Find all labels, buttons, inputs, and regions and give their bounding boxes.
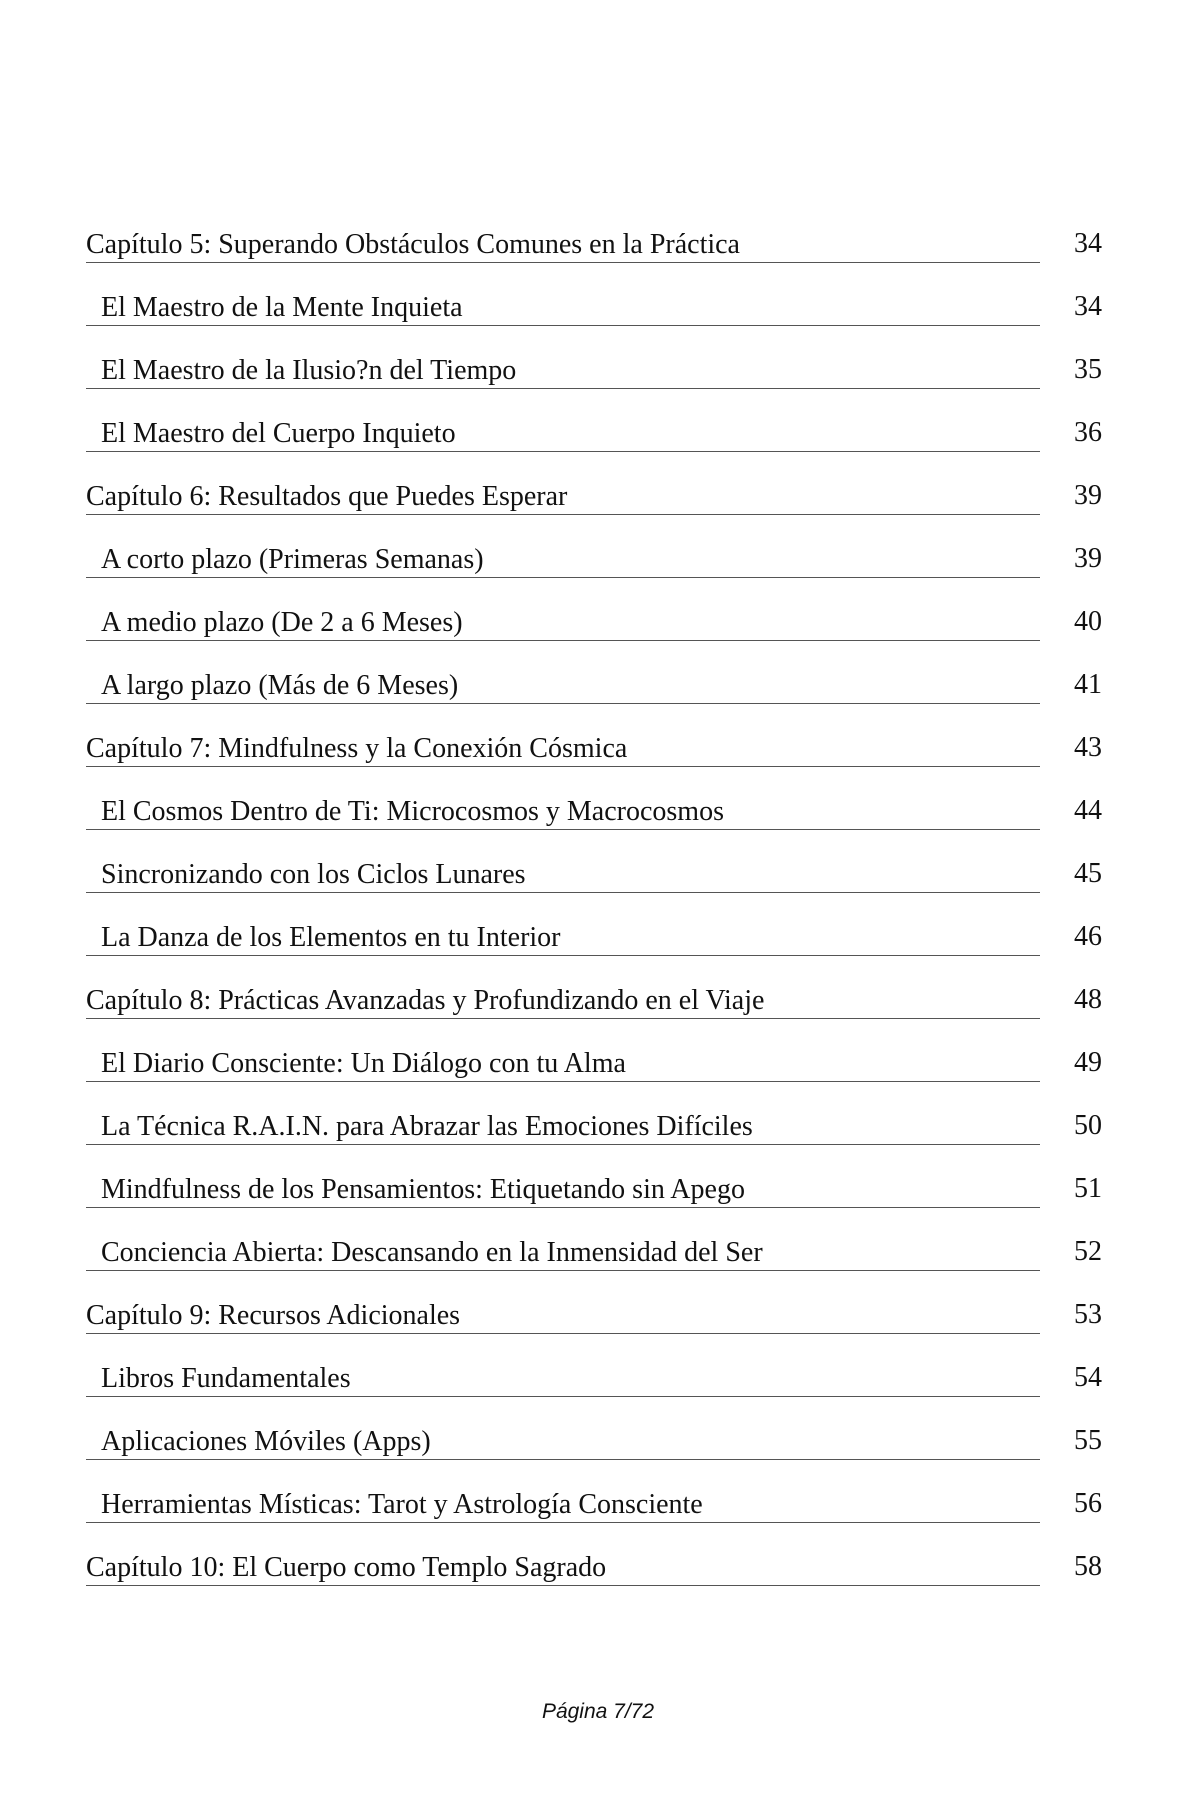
- toc-entry-page-number: 52: [1074, 1236, 1102, 1267]
- toc-entry-page-number: 36: [1074, 417, 1102, 448]
- toc-entry-title: El Maestro de la Mente Inquieta: [86, 291, 1040, 326]
- toc-entry-title: Capítulo 9: Recursos Adicionales: [86, 1299, 1040, 1334]
- toc-entry-title: Capítulo 6: Resultados que Puedes Esperar: [86, 480, 1040, 515]
- toc-chapter-entry[interactable]: [86, 1523, 1102, 1586]
- toc-entry-title: Sincronizando con los Ciclos Lunares: [86, 858, 1040, 893]
- toc-entry-page-number: 58: [1074, 1551, 1102, 1582]
- toc-entry-page-number: 41: [1074, 669, 1102, 700]
- toc-chapter-entry[interactable]: [86, 704, 1102, 767]
- toc-entry-title: Libros Fundamentales: [86, 1362, 1040, 1397]
- toc-entry-page-number: 39: [1074, 543, 1102, 574]
- toc-section-entry[interactable]: [86, 1145, 1102, 1208]
- toc-section-entry[interactable]: [86, 1334, 1102, 1397]
- toc-section-entry[interactable]: [86, 830, 1102, 893]
- toc-entry-page-number: 39: [1074, 480, 1102, 511]
- toc-entry-title: Capítulo 7: Mindfulness y la Conexión Cósmica: [86, 732, 1040, 767]
- toc-chapter-entry[interactable]: [86, 452, 1102, 515]
- toc-section-entry[interactable]: [86, 893, 1102, 956]
- toc-entry-title: Mindfulness de los Pensamientos: Etiquetando sin Apego: [86, 1173, 1040, 1208]
- toc-section-entry[interactable]: [86, 515, 1102, 578]
- toc-entry-page-number: 44: [1074, 795, 1102, 826]
- toc-chapter-entry[interactable]: [86, 956, 1102, 1019]
- toc-entry-title: Capítulo 10: El Cuerpo como Templo Sagrado: [86, 1551, 1040, 1586]
- toc-chapter-entry[interactable]: [86, 200, 1102, 263]
- toc-entry-title: El Maestro de la Ilusio?n del Tiempo: [86, 354, 1040, 389]
- toc-entry-title: Conciencia Abierta: Descansando en la Inmensidad del Ser: [86, 1236, 1040, 1271]
- toc-entry-page-number: 51: [1074, 1173, 1102, 1204]
- toc-entry-title: La Danza de los Elementos en tu Interior: [86, 921, 1040, 956]
- toc-section-entry[interactable]: [86, 767, 1102, 830]
- toc-entry-title: La Técnica R.A.I.N. para Abrazar las Emociones Difíciles: [86, 1110, 1040, 1145]
- toc-entry-page-number: 55: [1074, 1425, 1102, 1456]
- toc-section-entry[interactable]: [86, 1019, 1102, 1082]
- toc-entry-page-number: 34: [1074, 228, 1102, 259]
- toc-entry-page-number: 35: [1074, 354, 1102, 385]
- toc-entry-page-number: 48: [1074, 984, 1102, 1015]
- table-of-contents: [86, 200, 1102, 1586]
- toc-entry-page-number: 34: [1074, 291, 1102, 322]
- toc-entry-page-number: 56: [1074, 1488, 1102, 1519]
- toc-section-entry[interactable]: [86, 263, 1102, 326]
- toc-entry-page-number: 45: [1074, 858, 1102, 889]
- toc-entry-page-number: 53: [1074, 1299, 1102, 1330]
- toc-chapter-entry[interactable]: [86, 1271, 1102, 1334]
- toc-entry-title: El Cosmos Dentro de Ti: Microcosmos y Macrocosmos: [86, 795, 1040, 830]
- toc-section-entry[interactable]: [86, 578, 1102, 641]
- toc-entry-title: A corto plazo (Primeras Semanas): [86, 543, 1040, 578]
- toc-section-entry[interactable]: [86, 641, 1102, 704]
- toc-entry-title: A medio plazo (De 2 a 6 Meses): [86, 606, 1040, 641]
- toc-entry-title: A largo plazo (Más de 6 Meses): [86, 669, 1040, 704]
- toc-section-entry[interactable]: [86, 326, 1102, 389]
- toc-section-entry[interactable]: [86, 1208, 1102, 1271]
- toc-entry-page-number: 40: [1074, 606, 1102, 637]
- toc-entry-title: Aplicaciones Móviles (Apps): [86, 1425, 1040, 1460]
- toc-section-entry[interactable]: [86, 1460, 1102, 1523]
- toc-entry-title: El Maestro del Cuerpo Inquieto: [86, 417, 1040, 452]
- toc-entry-page-number: 43: [1074, 732, 1102, 763]
- toc-section-entry[interactable]: [86, 1082, 1102, 1145]
- toc-entry-title: El Diario Consciente: Un Diálogo con tu Alma: [86, 1047, 1040, 1082]
- toc-entry-title: Herramientas Místicas: Tarot y Astrología Consciente: [86, 1488, 1040, 1523]
- toc-entry-title: Capítulo 5: Superando Obstáculos Comunes en la Práctica: [86, 228, 1040, 263]
- toc-entry-page-number: 54: [1074, 1362, 1102, 1393]
- toc-entry-page-number: 46: [1074, 921, 1102, 952]
- page-number-footer: Página 7/72: [541, 1700, 655, 1723]
- toc-section-entry[interactable]: [86, 1397, 1102, 1460]
- toc-section-entry[interactable]: [86, 389, 1102, 452]
- toc-entry-title: Capítulo 8: Prácticas Avanzadas y Profundizando en el Viaje: [86, 984, 1040, 1019]
- toc-entry-page-number: 49: [1074, 1047, 1102, 1078]
- toc-entry-page-number: 50: [1074, 1110, 1102, 1141]
